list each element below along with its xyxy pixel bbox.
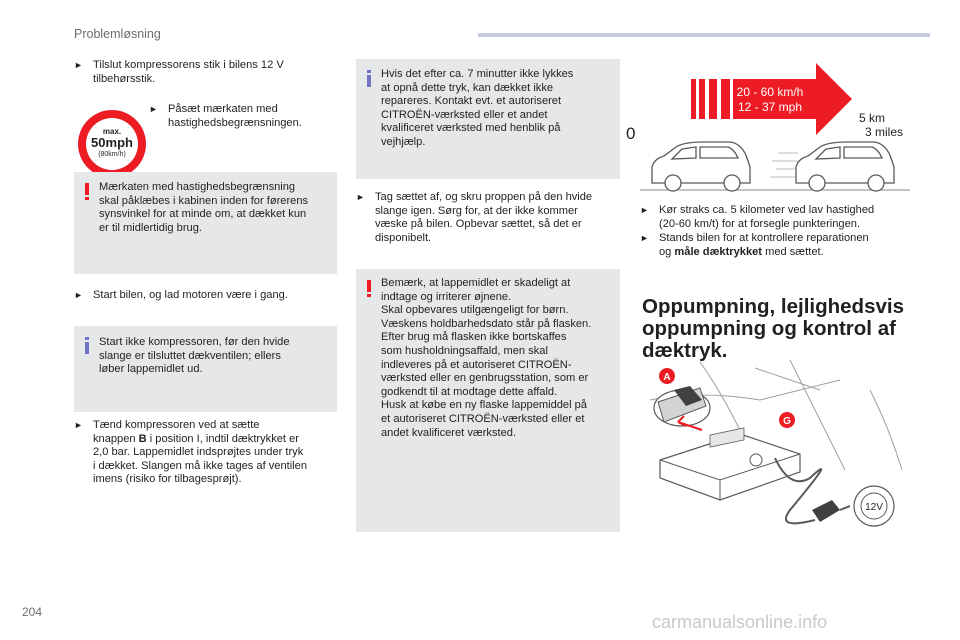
warning-box-sticker: Mærkaten med hastighedsbegrænsning skal påklæbes i kabinen inden for førerens synsvinkel for at minde om, at dækket kun er til midlertidig brug. bbox=[74, 172, 337, 274]
driving-distance-figure bbox=[626, 55, 920, 205]
speed-limit-sign bbox=[78, 110, 146, 178]
power-socket-icon bbox=[654, 386, 710, 426]
info-box-pressure: Hvis det efter ca. 7 minutter ikke lykkes at opnå dette tryk, kan dækket ikke repareres. Kontakt evt. et autoriseret CITROËN-værksted eller et andet kvalificeret værksted med henblik på vejhjælp. bbox=[356, 59, 620, 179]
socket-12v-label: 12V bbox=[865, 502, 883, 513]
bullet-arrow-icon: ► bbox=[74, 290, 83, 300]
speed-kmh-label: 20 - 60 km/h bbox=[736, 85, 804, 99]
section-heading: Oppumpning, lejlighedsvis oppumpning og kontrol af dæktryk. bbox=[642, 295, 904, 362]
info-box-compressor: Start ikke kompressoren, før den hvide slange er tilsluttet dækventilen; ellers løber lappemidlet ud. bbox=[74, 326, 337, 412]
distance-km-label: 5 km bbox=[858, 111, 885, 125]
speed-arrow bbox=[733, 63, 852, 135]
bullet-stop-check: ► Stands bilen for at kontrollere reparationen og måle dæktrykket med sættet. bbox=[640, 232, 869, 258]
sign-speed-label: 50mph bbox=[91, 135, 133, 150]
label-g: G bbox=[783, 416, 791, 427]
warning-box-sealant: Bemærk, at lappemidlet er skadeligt at indtage og irriterer øjnene. Skal opbevares utilgængeligt for børn. Væskens holdbarhedsdato står på flasken. Efter brug må flasken ikke bortskaffes som husholdningsaffald, men skal indleveres på et autoriseret CITROËN- værksted eller en genbrugsstation, som er godkendt til at modtage dette affald. Husk at købe en ny flaske lappemiddel på et autoriseret CITROËN-værksted eller et andet kvalificeret værksted. bbox=[356, 269, 620, 532]
speed-stripe bbox=[709, 79, 717, 119]
start-label: 0 bbox=[626, 124, 636, 143]
compressor-kit-figure bbox=[640, 360, 910, 540]
bullet-apply-sticker: ► Påsæt mærkaten med hastighedsbegrænsningen. bbox=[149, 103, 302, 129]
bullet-arrow-icon: ► bbox=[356, 192, 365, 202]
motion-lines bbox=[770, 153, 798, 177]
warning-icon bbox=[367, 280, 371, 297]
bullet-connect-plug: ► Tilslut kompressorens stik i bilens 12 V tilbehørsstik. bbox=[74, 59, 284, 85]
12v-plug-icon bbox=[812, 500, 850, 522]
bullet-arrow-icon: ► bbox=[149, 104, 158, 114]
sign-max-label: max. bbox=[102, 127, 122, 136]
bullet-turn-on-compressor: ► Tænd kompressoren ved at sætte knappen B i position I, indtil dæktrykket er 2,0 bar. Lappemidlet indsprøjtes under tryk i dækket. Slangen må ikke tages af ventilen imens (risiko for tilbagesprøjt). bbox=[74, 419, 307, 486]
bullet-drive-5km: ► Kør straks ca. 5 kilometer ved lav hastighed (20-60 km/t) for at forsegle punkteringen. bbox=[640, 204, 875, 230]
section-title: Problemløsning bbox=[74, 27, 161, 41]
bullet-start-car: ► Start bilen, og lad motoren være i gang. bbox=[74, 289, 288, 301]
warning-icon bbox=[85, 183, 89, 200]
bullet-arrow-icon: ► bbox=[640, 205, 649, 215]
info-icon bbox=[85, 337, 89, 354]
speed-stripe bbox=[721, 79, 730, 119]
bullet-remove-kit: ► Tag sættet af, og skru proppen på den hvide slange igen. Sørg for, at der ikke kommer væske på bilen. Opbevar sættet, så det er disponibelt. bbox=[356, 191, 593, 244]
bullet-arrow-icon: ► bbox=[640, 233, 649, 243]
header-bar bbox=[478, 33, 930, 37]
watermark: carmanualsonline.info bbox=[652, 612, 828, 632]
bullet-arrow-icon: ► bbox=[74, 420, 83, 430]
label-a: A bbox=[663, 372, 671, 383]
sign-kmh-label: (80km/h) bbox=[98, 151, 126, 158]
speed-stripe bbox=[691, 79, 696, 119]
speed-mph-label: 12 - 37 mph bbox=[737, 100, 803, 114]
car-start-icon bbox=[652, 142, 750, 191]
car-end-icon bbox=[796, 142, 894, 191]
speed-stripe bbox=[699, 79, 705, 119]
button-b-label: B bbox=[138, 432, 147, 445]
bullet-arrow-icon: ► bbox=[74, 60, 83, 70]
distance-miles-label: 3 miles bbox=[864, 125, 903, 139]
info-icon bbox=[367, 70, 371, 87]
page-number: 204 bbox=[22, 605, 43, 619]
